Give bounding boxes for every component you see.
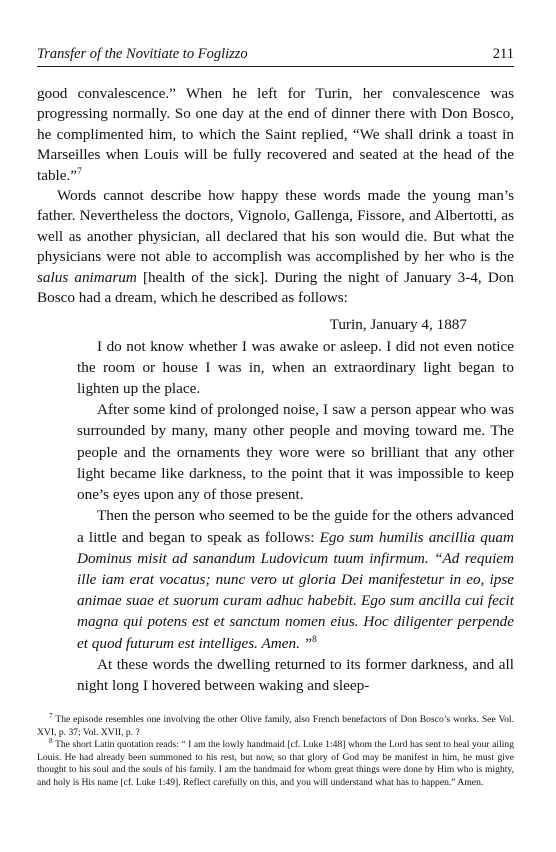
paragraph-2-text-b: [health of the sick]. During the night of January 3-4, Don Bosco had a dream, which he described as follows: — [37, 268, 515, 307]
latin-quotation-close: ” — [299, 634, 313, 652]
footnote-8-number: 8 — [49, 737, 53, 745]
footnote-ref-8: 8 — [312, 634, 317, 645]
running-header — [37, 44, 514, 67]
footnote-8 — [37, 739, 514, 789]
footnotes — [37, 711, 514, 790]
letter-paragraph-4: At these words the dwelling returned to its former darkness, and all night long I hovered between waking and sleep- — [77, 655, 514, 694]
paragraph-1-text: good convalescence.” When he left for Turin, her convalescence was progressing normally. So one day at the end of dinner there with Don Bosco, he complimented him, to which the Saint replied, “We shall drink a toast in Marseilles when Louis will be fully recovered and seated at the head of the table.” — [37, 85, 514, 184]
letter-paragraph-3-text: Then the person who seemed to be the guide for the others advanced a little and began to speak as follows: — [77, 507, 514, 546]
paragraph-2-text-a: Words cannot describe how happy these words made the young man’s father. Nevertheless the doctors, Vignolo, Gallenga, Fissore, and Albertotti, as well as another physician, all declared that his son would die. But what the physicians were not able to accomplish was accomplished by her who is the — [37, 187, 514, 266]
letter-paragraph-3 — [77, 505, 514, 653]
letter-quote — [77, 314, 514, 696]
main-text — [37, 84, 514, 696]
paragraph-2-italic: salus animarum — [37, 268, 137, 286]
running-title: Transfer of the Novitiate to Foglizzo — [37, 46, 248, 62]
letter-dateline: Turin, January 4, 1887 — [329, 316, 467, 334]
footnote-7-text: The episode resembles one involving the other Olive family, also French benefactors of Don Bosco’s works. See Vol. XVI, p. 37; Vol. XVII, p. ? — [37, 714, 514, 738]
footnote-7-number: 7 — [49, 711, 53, 720]
letter-paragraph-2: After some kind of prolonged noise, I saw a person appear who was surrounded by many, many other people and moving toward me. The people and the ornaments they wore were so brilliant that any other light became like darkness, to the point that it was impossible to keep one’s eyes upon any of those present. — [77, 401, 514, 504]
paragraph-1 — [37, 84, 514, 186]
paragraph-2 — [37, 186, 514, 308]
footnote-8-text: The short Latin quotation reads: “ I am the lowly handmaid [cf. Luke 1:48] whom the Lord has sent to heal your ailing Louis. He had already been summoned to his rest, but now, so that glory of God may be manifest in him, he must give thought to his soul and the souls of his family. I am the handmaid for whom great things were done by Him who is mighty, and holy is His name [cf. Luke 1:49]. Reflect carefully on this, and you will understand what has to happen.” Amen. — [37, 739, 514, 788]
footnote-7 — [37, 711, 514, 739]
page-number: 211 — [492, 46, 514, 62]
latin-quotation: Ego sum humilis ancillia quam Dominus misit ad sanandum Ludovicum tuum infirmum. “Ad requiem ille iam erat vocatus; nunc vero ut gloria Dei manifestetur in eo, ipse animae suae et suorum curam adhuc habebit. Ego sum ancilla cui fecit magna qui potens est et sanctum nomen eius. Hoc diligenter perpende et quod futurum est intelliges. Amen. — [77, 528, 514, 652]
letter-paragraph-1: I do not know whether I was awake or asleep. I did not even notice the room or house I was in, when an extraordinary light began to lighten up the place. — [77, 337, 514, 398]
footnote-ref-7: 7 — [77, 166, 82, 177]
